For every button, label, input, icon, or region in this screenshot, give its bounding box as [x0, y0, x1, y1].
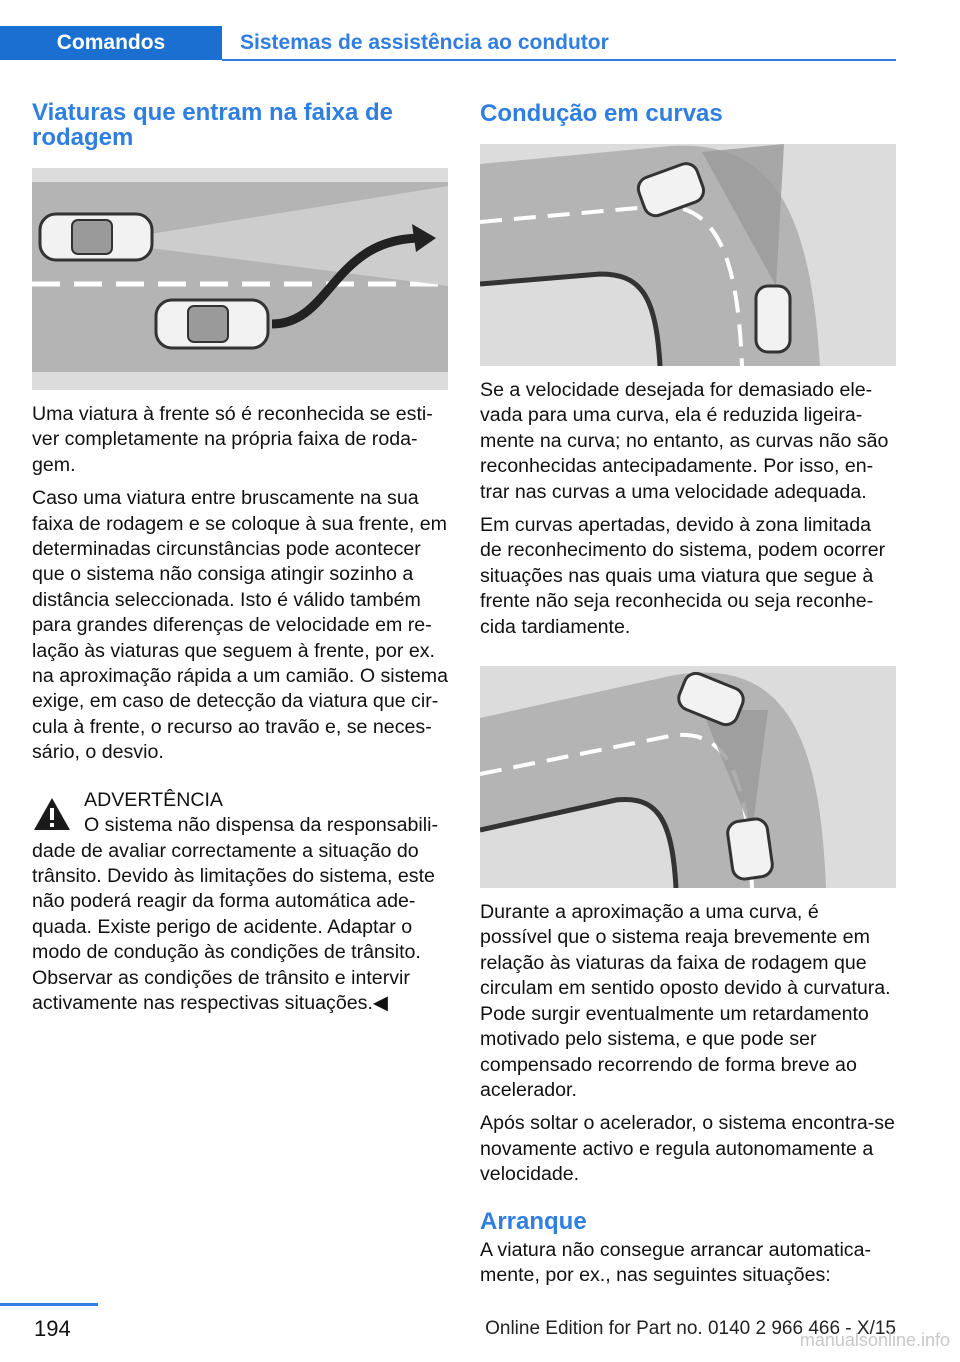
warning-triangle-icon [32, 796, 72, 832]
paragraph: Uma viatura à frente só é reconhecida se estiver completamente na própria faixa de rodagem. [32, 403, 433, 476]
warning-text: O sistema não dispensa da responsabilidade de avaliar correctamente a situação do trânsito. Devido às limitações do sistema, este não poderá reagir da forma automática adequada. Existe perigo de acidente. Adaptar o modo de condução às condições de trânsito. Observar as condições de trânsito e intervir activamente nas respectivas situações.◀ [32, 814, 438, 1014]
warning-title: ADVERTÊNCIA [84, 788, 224, 811]
page-header [0, 0, 960, 64]
paragraph: Após soltar o acelerador, o sistema encontra-se novamente activo e regula autonomamente a velocidade. [480, 1112, 895, 1186]
tab-comandos[interactable]: Comandos [0, 26, 222, 60]
figure-lane-cut-in [32, 168, 448, 390]
warning-box [32, 788, 448, 813]
paragraph: A viatura não consegue arrancar automaticamente, por ex., nas seguintes situações: [480, 1238, 872, 1286]
page-number: 194 [34, 1316, 71, 1341]
paragraph: Se a velocidade desejada for demasiado elevada para uma curva, ela é reduzida ligeiramente na curva; no entanto, as curvas não são reconhecidas antecipadamente. Por isso, entrar nas curvas a uma velocidade adequada. [480, 379, 889, 503]
header-rule [222, 59, 896, 61]
heading-vehicles-entering-lane: Viaturas que entram na faixa de rodagem [32, 99, 394, 151]
car-icon [756, 286, 790, 352]
section-title[interactable]: Sistemas de assistência ao condutor [240, 31, 609, 54]
paragraph: Em curvas apertadas, devido à zona limitada de reconhecimento do sistema, podem ocorrer situações nas quais uma viatura que segue à frente não seja reconhecida ou seja reconhecida tardiamente. [480, 514, 886, 638]
subheading-start: Arranque [480, 1207, 587, 1235]
figure-curve-1 [480, 144, 896, 366]
paragraph: Caso uma viatura entre bruscamente na sua faixa de rodagem e se coloque à sua frente, em determinadas circunstâncias pode acontecer que o sistema não consiga atingir sozinho a distância seleccionada. Isto é válido também para grandes diferenças de velocidade em relação às viaturas que seguem à frente, por ex. na aproximação rápida a um camião. O sistema exige, em caso de detecção da viatura que circula à frente, o recurso ao travão e, se necessário, o desvio. [32, 487, 449, 764]
edition-note: Online Edition for Part no. 0140 2 966 466 - X/15 [485, 1318, 896, 1339]
footer-rule [0, 1303, 98, 1306]
car-icon [726, 818, 774, 881]
car-icon [156, 300, 268, 348]
heading-cornering: Condução em curvas [480, 100, 723, 127]
figure-curve-2 [480, 666, 896, 888]
paragraph: Durante a aproximação a uma curva, é possível que o sistema reaja brevemente em relação às viaturas da faixa de rodagem que circulam em sentido oposto devido à curvatura. Pode surgir eventualmente um retardamento motivado pelo sistema, e que pode ser compensado recorrendo de forma breve ao acelerador. [480, 901, 891, 1101]
car-icon [40, 214, 152, 260]
right-column [480, 100, 896, 1288]
left-column [32, 100, 448, 1016]
watermark: manualsonline.info [799, 1330, 950, 1350]
